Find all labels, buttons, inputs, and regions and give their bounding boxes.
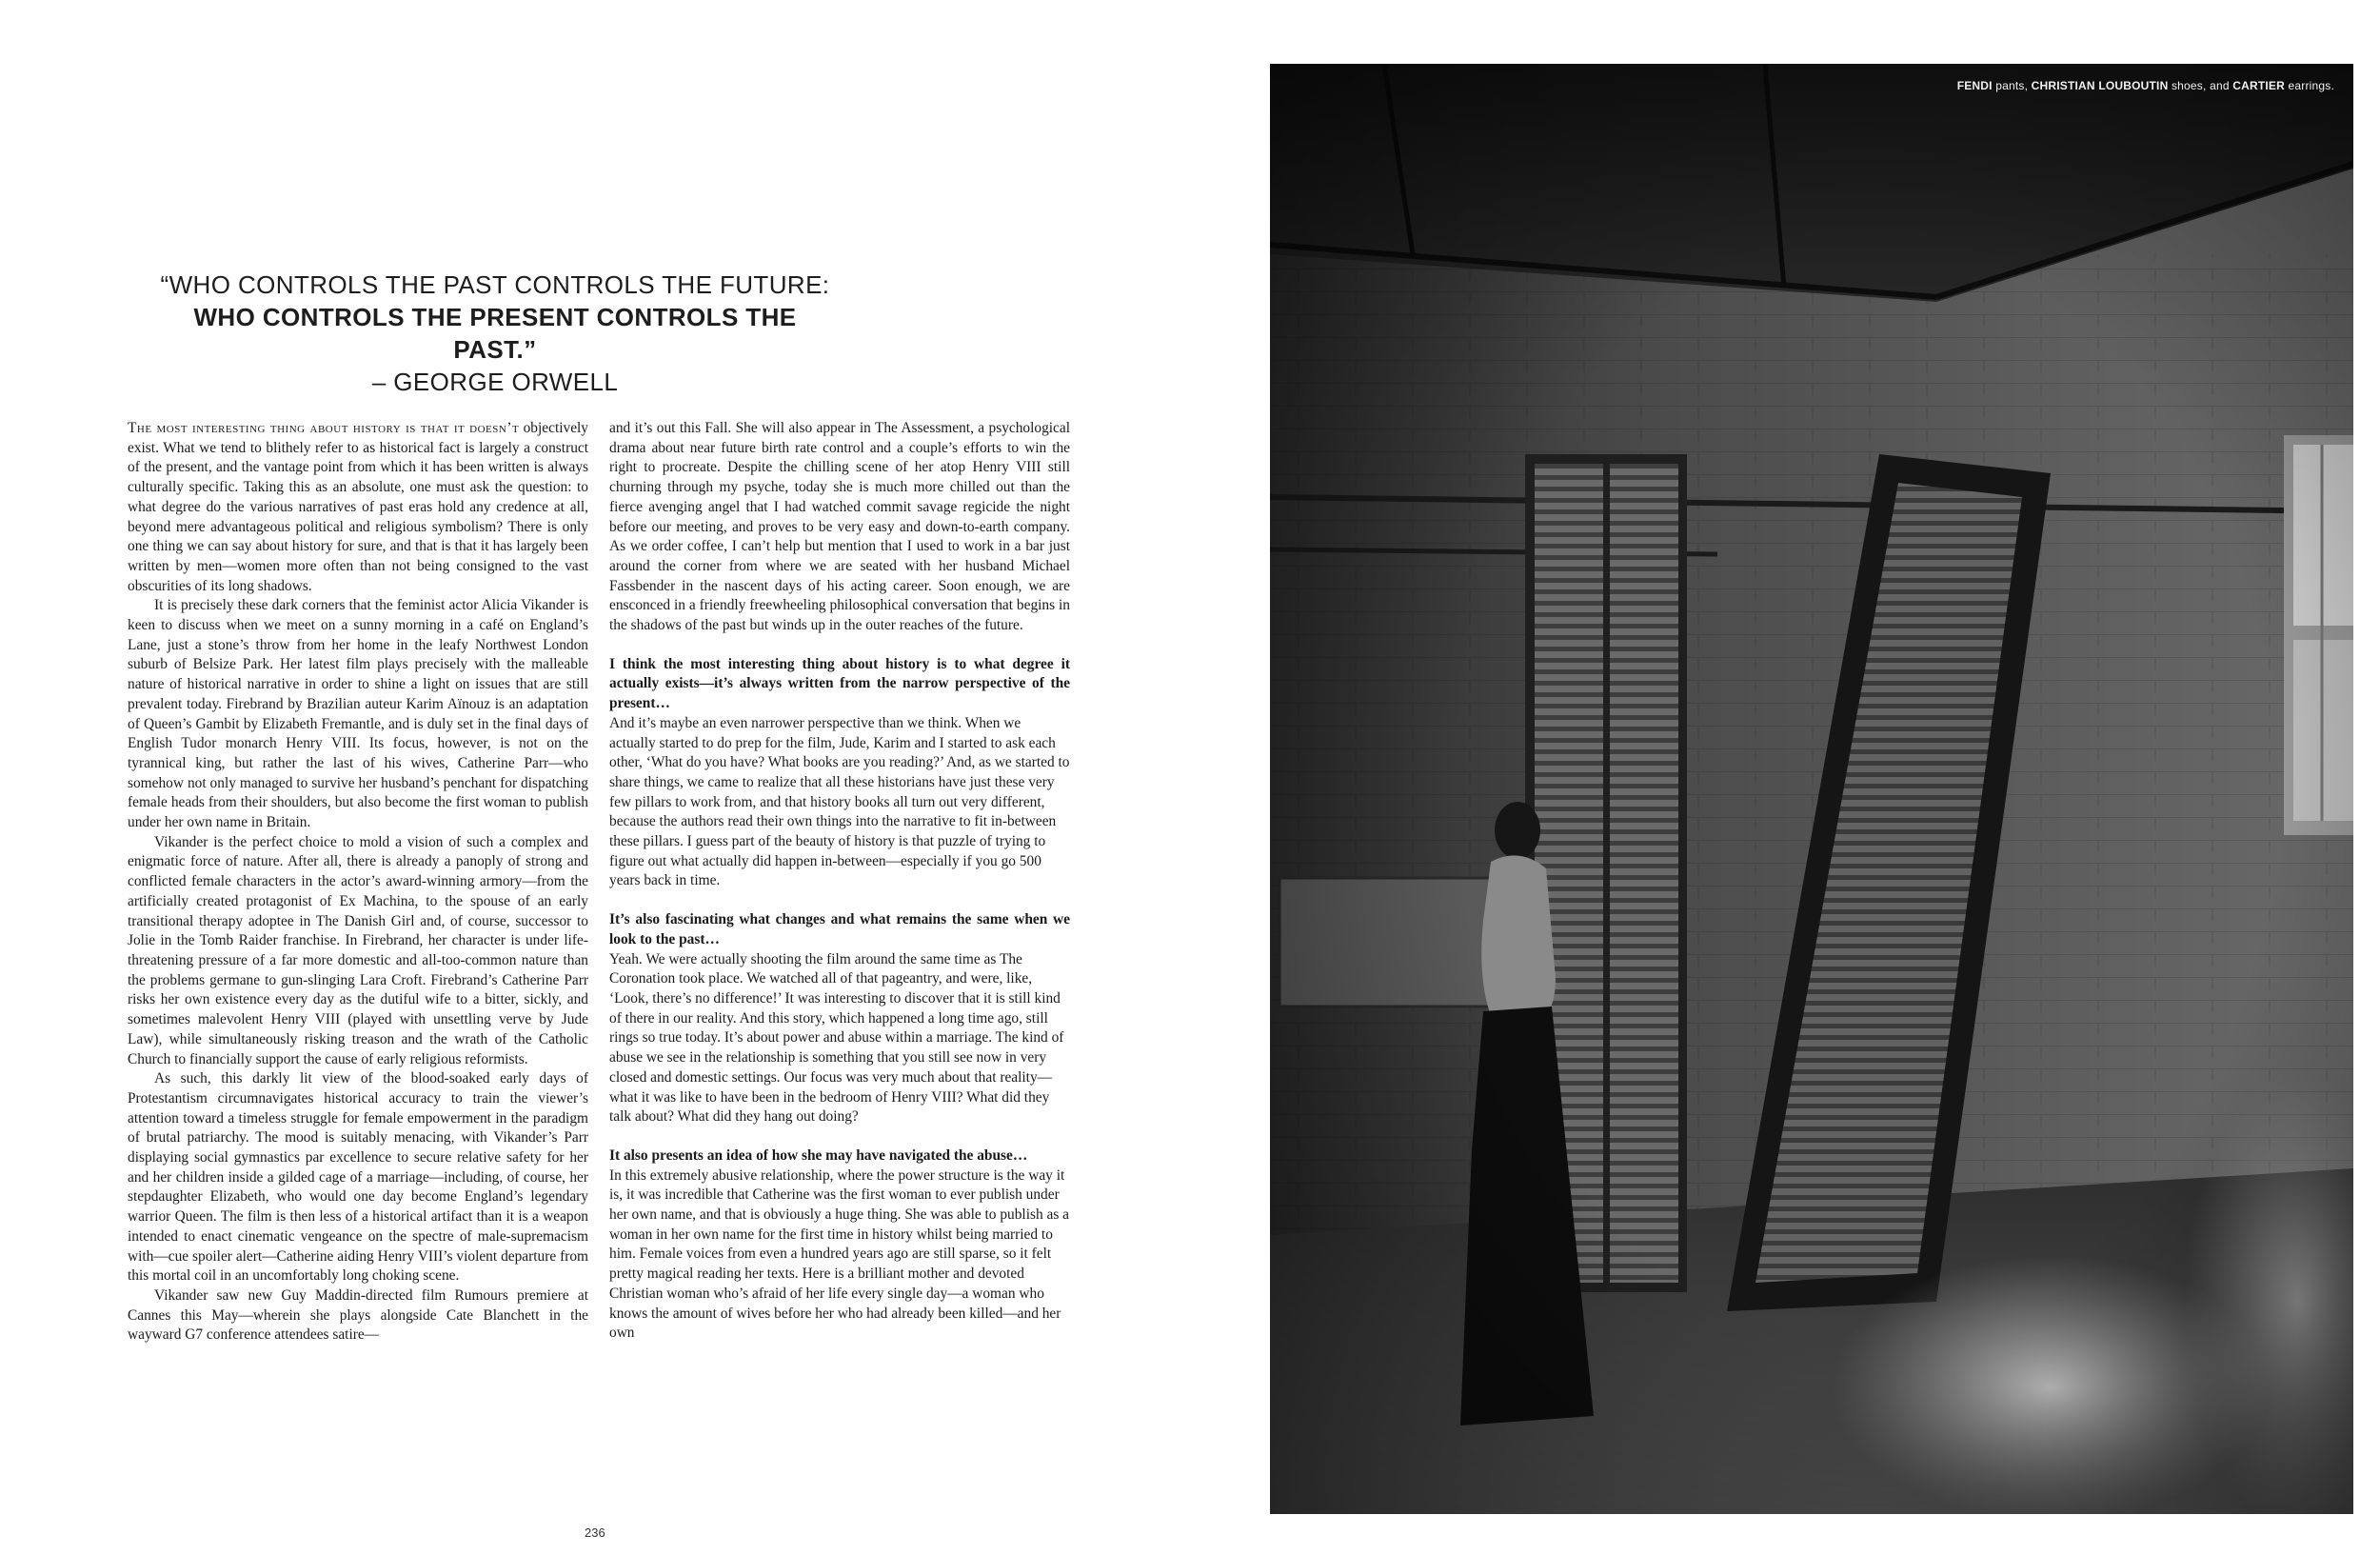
- credit-text: pants,: [1992, 79, 2032, 92]
- interview-question: It’s also fascinating what changes and what remains the same when we look to the past…: [609, 911, 1070, 947]
- article-paragraph: and it’s out this Fall. She will also appear in The Assessment, a psychological drama about near future birth rate control and a couple’s efforts to win the right to procreate. Despite the chilling scene of her atop Henry VIII still churning through my psyche, today she is much more chilled out than the fierce avenging angel that I had watched commit savage regicide the night before our meeting, and proves to be very easy and down-to-earth company. As we order coffee, I can’t help but mention that I used to work in a bar just around the corner from where we are seated with her husband Michael Fassbender in the nascent days of his acting career. Soon enough, we are ensconced in a friendly freewheeling philosophical conversation that begins in the shadows of the past but winds up in the outer reaches of the future.: [609, 420, 1070, 634]
- article-paragraph: [128, 419, 588, 596]
- interview-question: It also presents an idea of how she may have navigated the abuse…: [609, 1146, 1028, 1164]
- interview-answer: Yeah. We were actually shooting the film around the same time as The Coronation took place. We watched all of that pageantry, and were, like, ‘Look, there’s no difference!’ It was interesting to discover that it is still kind of there in our reality. And this story, which happened a long time ago, still rings so true today. It’s about power and abuse within a marriage. The kind of abuse we see in the relationship is something that you still see now in very closed and domestic settings. Our focus was very much about that reality—what it was like to have been in the bedroom of Henry VIII? What did they talk about? What did they hang out doing?: [609, 950, 1064, 1126]
- article-paragraph: Vikander saw new Guy Maddin-directed film Rumours premiere at Cannes this May—wherein she plays alongside Cate Blanchett in the wayward G7 conference attendees satire—: [128, 1286, 588, 1344]
- pull-quote-line-1: “WHO CONTROLS THE PAST CONTROLS THE FUTURE:: [160, 270, 830, 299]
- article-column-1: [128, 419, 588, 1346]
- article-paragraph: As such, this darkly lit view of the blood-soaked early days of Protestantism circumnavigates historical accuracy to train the viewer’s attention toward a timeless struggle for female empowerment in the paradigm of brutal patriarchy. The mood is suitably menacing, with Vikander’s Parr displaying social gymnastics par excellence to secure relative safety for her and her children inside a gilded cage of a marriage—including, of course, her stepdaughter Elizabeth, who would one day become England’s legendary warrior Queen. The film is then less of a historical artifact than it is a weapon intended to enact cinematic vengeance on the spectre of male-supremacism with—cue spoiler alert—Catherine aiding Henry VIII’s violent departure from this mortal coil in an uncomfortably long choking scene.: [128, 1070, 588, 1285]
- page-number: 236: [585, 1525, 605, 1540]
- article-column-2: [609, 419, 1070, 1344]
- article-paragraph: It is precisely these dark corners that the feminist actor Alicia Vikander is keen to discuss when we meet on a sunny morning in a café on England’s Lane, just a stone’s throw from her home in the leafy Northwest London suburb of Belsize Park. Her latest film plays precisely with the malleable nature of historical narrative in order to shine a light on issues that are still prevalent today. Firebrand by Brazilian auteur Karim Aïnouz is an adaptation of Queen’s Gambit by Elizabeth Fremantle, and is duly set in the final days of English Tudor monarch Henry VIII. Its focus, however, is not on the tyrannical king, but rather the last of his wives, Catherine Parr—who somehow not only managed to survive her husband’s penchant for dispatching female heads from their shoulders, but also become the first woman to publish under her own name in Britain.: [128, 597, 588, 831]
- interview-question: I think the most interesting thing about history is to what degree it actually exists—it’s always written from the narrow perspective of the present…: [609, 655, 1070, 712]
- credit-brand: CARTIER: [2232, 79, 2285, 92]
- credit-text: earrings.: [2284, 79, 2334, 92]
- editorial-photo: [1270, 64, 2353, 1514]
- wardrobe-credit: [1957, 79, 2334, 92]
- interview-answer: And it’s maybe an even narrower perspective than we think. When we actually started to do prep for the film, Jude, Karim and I started to ask each other, ‘What do you have? What books are you reading?’ And, as we started to share things, we came to realize that all these historians have just these very few pillars to work from, and that history books all turn out very different, because the authors read their own things into the narrative to fit in-between these pillars. I guess part of the beauty of history is that puzzle of trying to figure out what actually did happen in-between—especially if you go 500 years back in time.: [609, 714, 1070, 889]
- pull-quote-attribution: – GEORGE ORWELL: [371, 368, 619, 396]
- credit-brand: CHRISTIAN LOUBOUTIN: [2031, 79, 2169, 92]
- interview-answer: In this extremely abusive relationship, where the power structure is the way it is, it was incredible that Catherine was the first woman to ever publish under her own name, and that is obviously a huge thing. She was able to publish as a woman in her own name for the first time in history whilst being married to him. Female voices from even a hundred years ago are still sparse, so it felt pretty magical reading her texts. Here is a brilliant mother and devoted Christian woman who’s afraid of her life every single day—a woman who knows the amount of wives before her who had already been killed—and her own: [609, 1166, 1070, 1342]
- credit-brand: FENDI: [1956, 79, 1993, 92]
- lead-in-small-caps: The most interesting thing about history is that it doesn’t: [128, 420, 520, 436]
- pull-quote: [152, 269, 838, 398]
- photo-illustration: [1270, 64, 2353, 1514]
- paragraph-text: objectively exist. What we tend to blithely refer to as historical fact is largely a construct of the present, and the vantage point from which it has been written is always culturally specific. Taking this as an absolute, one must ask the question: to what degree do the various narratives of past eras hold any credence at all, beyond mere advantageous political and religious symbolism? There is only one thing we can say about history for sure, and that is that it has largely been written by men—women more often than not being consigned to the vast obscurities of its long shadows.: [128, 420, 588, 594]
- credit-text: shoes, and: [2168, 79, 2233, 92]
- article-paragraph: Vikander is the perfect choice to mold a vision of such a complex and enigmatic force of nature. After all, there is already a panoply of strong and conflicted female characters in the actor’s award-winning armory—from the artificially created protagonist of Ex Machina, to the spouse of an early transitional therapy adoptee in The Danish Girl and, of course, successor to Jolie in the Tomb Raider franchise. In Firebrand, her character is under life-threatening pressure of a far more domestic and all-too-common nature than the problems germane to gun-slinging Lara Croft. Firebrand’s Catherine Parr risks her own existence every day as the dutiful wife to a bitter, sickly, and sometimes malevolent Henry VIII (played with unsettling verve by Jude Law), while simultaneously risking treason and the wrath of the Catholic Church to financially support the cause of early religious reformists.: [128, 833, 588, 1067]
- pull-quote-line-2: WHO CONTROLS THE PRESENT CONTROLS THE PAST.”: [193, 303, 797, 364]
